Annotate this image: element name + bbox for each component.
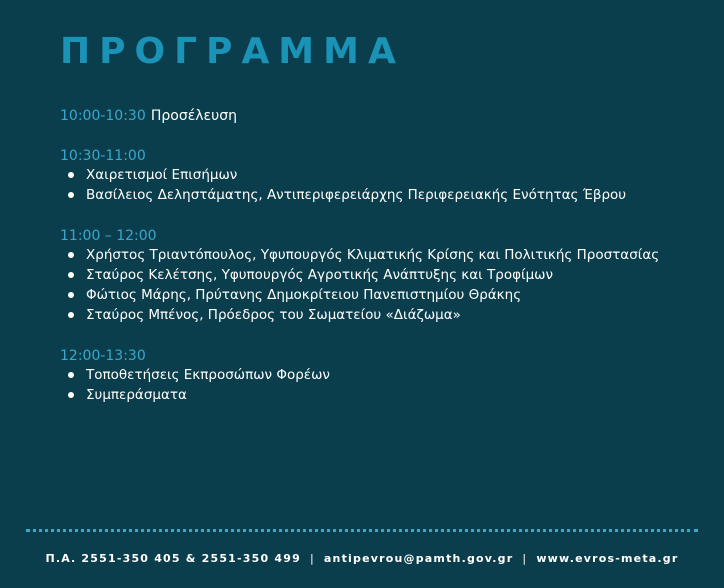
list-item <box>60 265 700 285</box>
time-slot: 10:00-10:30 <box>60 108 146 124</box>
list-item <box>60 305 700 325</box>
time-inline-text: Προσέλευση <box>150 108 237 124</box>
footer-separator: | <box>522 552 528 565</box>
footer-website-link[interactable]: www.evros-meta.gr <box>536 552 679 565</box>
list-item-text: Χαιρετισμοί Επισήμων <box>86 167 238 183</box>
time-line <box>60 145 700 165</box>
bullet-icon <box>68 192 74 198</box>
dotted-divider <box>26 529 698 532</box>
list-item <box>60 365 700 385</box>
time-slot: 11:00 – 12:00 <box>60 228 157 244</box>
list-item-text: Φώτιος Μάρης, Πρύτανης Δημοκρίτειου Πανεπιστημίου Θράκης <box>86 287 522 303</box>
list-item <box>60 285 700 305</box>
list-item-text: Συμπεράσματα <box>86 387 187 403</box>
list-item-text: Τοποθετήσεις Εκπροσώπων Φορέων <box>86 367 330 383</box>
footer-email-link[interactable]: antipevrou@pamth.gov.gr <box>323 552 514 565</box>
item-list <box>60 245 700 325</box>
schedule-block-4 <box>60 345 700 405</box>
list-item <box>60 185 700 205</box>
bullet-icon <box>68 372 74 378</box>
time-line <box>60 225 700 245</box>
contact-footer <box>0 551 724 567</box>
bullet-icon <box>68 312 74 318</box>
list-item <box>60 385 700 405</box>
list-item <box>60 245 700 265</box>
schedule-block-2 <box>60 145 700 205</box>
footer-separator: | <box>309 552 315 565</box>
time-line <box>60 105 700 125</box>
list-item-text: Σταύρος Κελέτσης, Υφυπουργός Αγροτικής Ανάπτυξης και Τροφίμων <box>86 267 554 283</box>
page-title: ΠΡΟΓΡΑΜΜΑ <box>60 31 405 72</box>
schedule-block-3 <box>60 225 700 325</box>
time-slot: 12:00-13:30 <box>60 348 146 364</box>
bullet-icon <box>68 252 74 258</box>
list-item-text: Βασίλειος Δεληστάματης, Αντιπεριφερειάρχης Περιφερειακής Ενότητας Έβρου <box>86 187 627 203</box>
list-item <box>60 165 700 185</box>
footer-phones: Π.Α. 2551-350 405 & 2551-350 499 <box>45 552 301 565</box>
bullet-icon <box>68 392 74 398</box>
bullet-icon <box>68 272 74 278</box>
time-line <box>60 345 700 365</box>
bullet-icon <box>68 172 74 178</box>
schedule <box>60 105 700 425</box>
list-item-text: Χρήστος Τριαντόπουλος, Υφυπουργός Κλιματικής Κρίσης και Πολιτικής Προστασίας <box>86 247 660 263</box>
schedule-block-1 <box>60 105 700 125</box>
bullet-icon <box>68 292 74 298</box>
time-slot: 10:30-11:00 <box>60 148 146 164</box>
item-list <box>60 365 700 405</box>
list-item-text: Σταύρος Μπένος, Πρόεδρος του Σωματείου «Διάζωμα» <box>86 307 461 323</box>
item-list <box>60 165 700 205</box>
